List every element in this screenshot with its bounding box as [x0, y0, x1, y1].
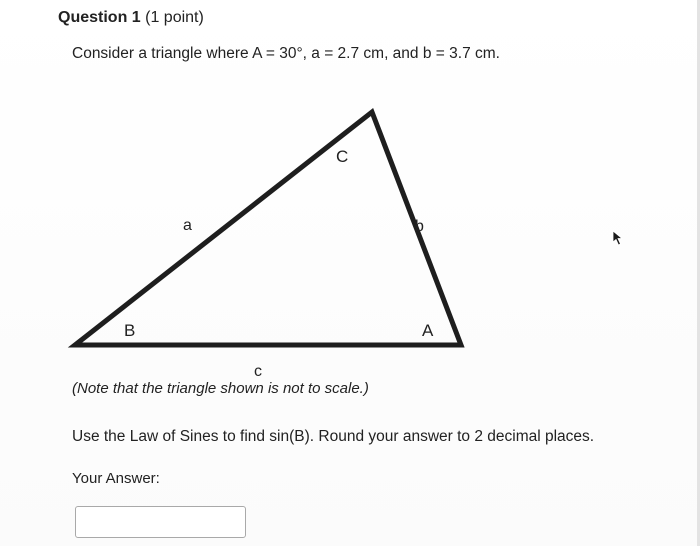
- triangle-shape: [75, 112, 461, 345]
- vertex-label-b: B: [124, 321, 136, 340]
- vertex-label-a: A: [422, 321, 434, 340]
- question-points: (1 point): [140, 9, 204, 26]
- mouse-pointer-icon: [612, 230, 626, 246]
- side-label-a: a: [183, 217, 192, 234]
- question-header: [58, 9, 204, 27]
- figure-note: (Note that the triangle shown is not to scale.): [72, 380, 369, 397]
- side-label-b: b: [415, 218, 424, 235]
- instruction-text: Use the Law of Sines to find sin(B). Round your answer to 2 decimal places.: [72, 428, 595, 445]
- vertex-label-c: C: [336, 147, 349, 166]
- question-title: Question 1: [58, 9, 141, 26]
- answer-label: Your Answer:: [72, 470, 160, 487]
- answer-input[interactable]: [75, 506, 246, 538]
- question-prompt: Consider a triangle where A = 30°, a = 2.7 cm, and b = 3.7 cm.: [72, 45, 500, 62]
- triangle-figure: [60, 100, 480, 390]
- side-label-c: c: [254, 363, 262, 380]
